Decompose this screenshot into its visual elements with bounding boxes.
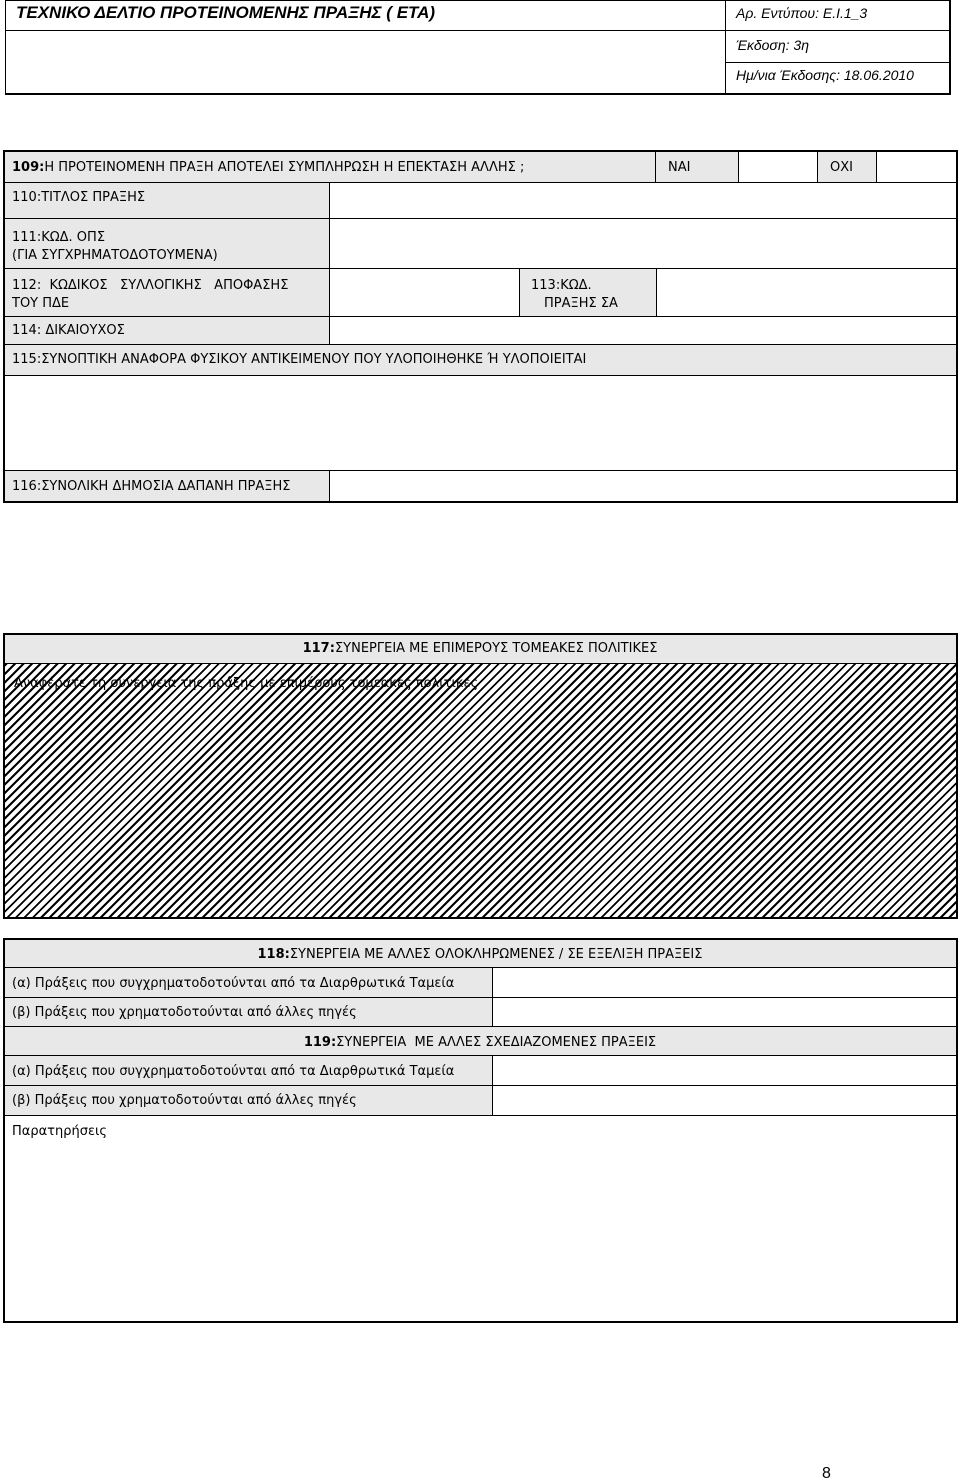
- f113-input[interactable]: [657, 269, 956, 316]
- f115-label: 115:ΣΥΝΟΠΤΙΚΗ ΑΝΑΦΟΡΑ ΦΥΣΙΚΟΥ ΑΝΤΙΚΕΙΜΕΝΟΥ ΠΟΥ ΥΛΟΠΟΙΗΘΗΚΕ Ή ΥΛΟΠΟΙΕΙΤΑΙ: [12, 352, 587, 367]
- header-divider-h2: [725, 62, 951, 63]
- yes-checkbox[interactable]: [739, 152, 817, 182]
- rule-1115: [5, 1115, 956, 1116]
- f112-input[interactable]: [330, 269, 519, 316]
- form-number: Αρ. Εντύπου: Ε.Ι.1_3: [736, 5, 868, 21]
- f119-a-label: (α) Πράξεις που συγχρηματοδοτούνται από τα Διαρθρωτικά Ταμεία: [12, 1064, 455, 1079]
- f110-label: 110:ΤΙΤΛΟΣ ΠΡΑΞΗΣ: [12, 190, 146, 205]
- document-title: ΤΕΧΝΙΚΟ ΔΕΛΤΙΟ ΠΡΟΤΕΙΝΟΜΕΝΗΣ ΠΡΑΞΗΣ ( ΕΤΑ): [16, 3, 436, 22]
- f118-b-input[interactable]: [493, 998, 956, 1026]
- f117-title: 117:ΣΥΝΕΡΓΕΙΑ ΜΕ ΕΠΙΜΕΡΟΥΣ ΤΟΜΕΑΚΕΣ ΠΟΛΙΤΙΚΕΣ: [302, 641, 658, 656]
- f113-v1: [519, 269, 520, 316]
- f117-instruction: Αναφέρατε τη συνέργεια της πράξης με επιμέρους τομεακές πολιτικές: [14, 676, 479, 691]
- no-label: ΟΧΙ: [830, 160, 853, 175]
- f119-v: [492, 1056, 493, 1115]
- f109-label: 109:Η ΠΡΟΤΕΙΝΟΜΕΝΗ ΠΡΑΞΗ ΑΠΟΤΕΛΕΙ ΣΥΜΠΛΗΡΩΣΗ Η ΕΠΕΚΤΑΣΗ ΑΛΛΗΣ ;: [12, 160, 525, 175]
- f115-input[interactable]: [5, 376, 956, 470]
- f111-label-2: (ΓΙΑ ΣΥΓΧΡΗΜΑΤΟΔΟΤΟΥΜΕΝΑ): [12, 248, 218, 263]
- f118-title: 118:ΣΥΝΕΡΓΕΙΑ ΜΕ ΑΛΛΕΣ ΟΛΟΚΛΗΡΩΜΕΝΕΣ / ΣΕ ΕΞΕΛΙΞΗ ΠΡΑΞΕΙΣ: [257, 947, 703, 962]
- f114-label: 114: ΔΙΚΑΙΟΥΧΟΣ: [12, 323, 125, 338]
- f111-input[interactable]: [330, 219, 956, 268]
- f116-label: 116:ΣΥΝΟΛΙΚΗ ΔΗΜΟΣΙΑ ΔΑΠΑΝΗ ΠΡΑΞΗΣ: [12, 479, 291, 494]
- f119-a-input[interactable]: [493, 1056, 956, 1085]
- yes-label: ΝΑΙ: [668, 160, 691, 175]
- edition-date: Ημ/νια Έκδοσης: 18.06.2010: [736, 67, 914, 83]
- f118-a-label: (α) Πράξεις που συγχρηματοδοτούνται από τα Διαρθρωτικά Ταμεία: [12, 976, 455, 991]
- f119-b-input[interactable]: [493, 1086, 956, 1115]
- f117-hatched-area[interactable]: [5, 664, 956, 917]
- f118-b-label: (β) Πράξεις που χρηματοδοτούνται από άλλες πηγές: [12, 1005, 357, 1020]
- edition: Έκδοση: 3η: [736, 37, 809, 53]
- header-divider-v: [725, 0, 726, 95]
- f111-label-1: 111:ΚΩΔ. ΟΠΣ: [12, 230, 106, 245]
- page-number: 8: [822, 1465, 831, 1482]
- remarks-input[interactable]: [5, 1145, 956, 1321]
- no-checkbox[interactable]: [877, 152, 956, 182]
- f119-b-label: (β) Πράξεις που χρηματοδοτούνται από άλλες πηγές: [12, 1093, 357, 1108]
- f110-input[interactable]: [330, 183, 956, 218]
- remarks-label: Παρατηρήσεις: [12, 1124, 108, 1139]
- f119-title: 119:ΣΥΝΕΡΓΕΙΑ ΜΕ ΑΛΛΕΣ ΣΧΕΔΙΑΖΟΜΕΝΕΣ ΠΡΑΞΕΙΣ: [303, 1035, 657, 1050]
- f113-label-2: ΠΡΑΞΗΣ ΣΑ: [544, 296, 618, 311]
- f113-label-1: 113:ΚΩΔ.: [531, 278, 592, 293]
- f113-v2: [656, 269, 657, 316]
- col-divider-110-114: [329, 183, 330, 344]
- f112-label-1: 112: ΚΩΔΙΚΟΣ ΣΥΛΛΟΓΙΚΗΣ ΑΠΟΦΑΣΗΣ: [12, 278, 289, 293]
- f114-input[interactable]: [330, 317, 956, 344]
- f118-v: [492, 968, 493, 1026]
- header-divider-h1: [5, 30, 951, 31]
- f116-input[interactable]: [330, 471, 956, 501]
- f112-label-2: ΤΟΥ ΠΔΕ: [12, 296, 70, 311]
- f118-a-input[interactable]: [493, 968, 956, 997]
